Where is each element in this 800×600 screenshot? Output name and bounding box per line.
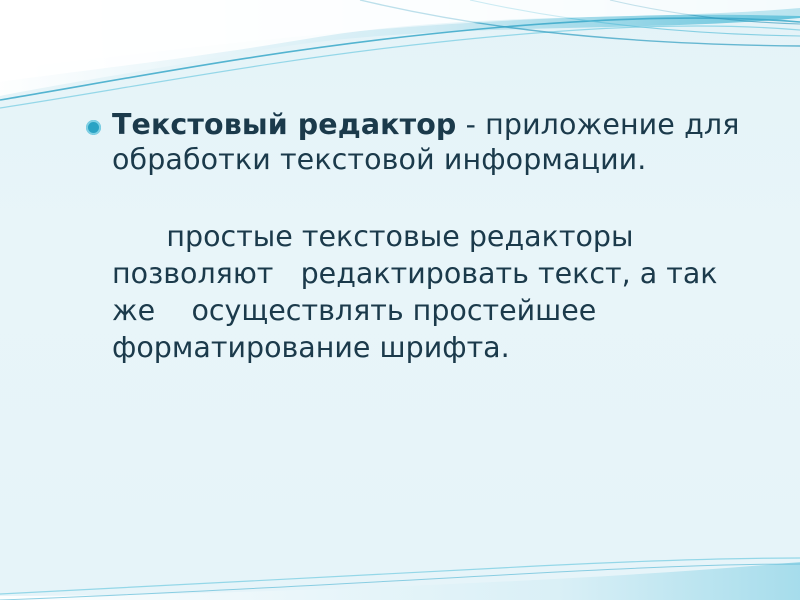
top-wave-decoration: [0, 0, 800, 110]
slide-content: [86, 108, 746, 366]
bottom-wave-decoration: [0, 510, 800, 600]
bullet-definition: - приложение для обработки текстовой информации.: [112, 108, 740, 176]
bullet-item: [86, 108, 746, 178]
bullet-dot-icon: [86, 120, 101, 135]
bullet-lead-term: Текстовый редактор: [112, 108, 457, 141]
bullet-text: [112, 108, 746, 178]
body-paragraph: простые текстовые редакторы позволяют редактировать текст, а так же осуществлять простейшее форматирование шрифта.: [112, 219, 727, 364]
bullet-marker: [86, 108, 112, 135]
